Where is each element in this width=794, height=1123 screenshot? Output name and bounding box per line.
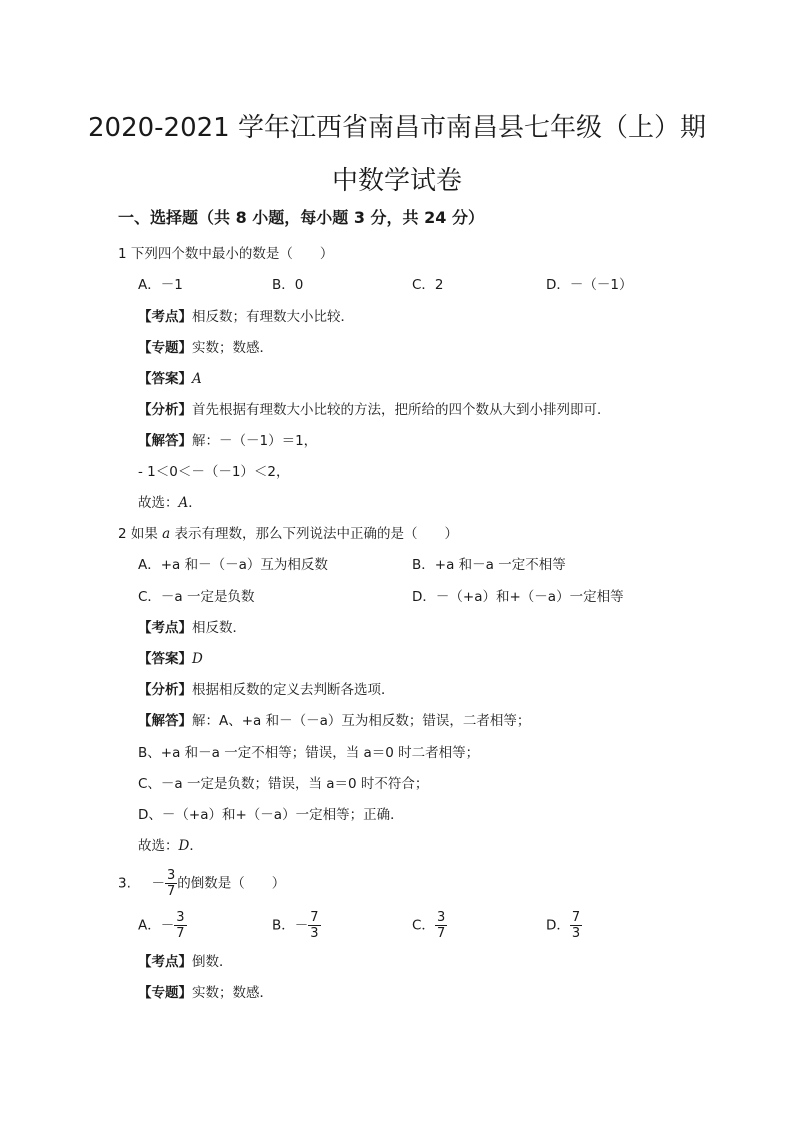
q2-choose-prefix: 故选：	[138, 838, 179, 854]
q3-zhuanti-text: 实数；数感．	[192, 985, 273, 1001]
q3-option-a-fraction	[174, 910, 186, 941]
q3-option-d	[546, 910, 582, 941]
q2-stem	[118, 524, 458, 544]
q3-option-d-fraction	[570, 910, 582, 941]
q2-option-d: D．－（+a）和+（－a）一定相等	[412, 589, 624, 605]
bracket-close: 】	[178, 985, 192, 1001]
bracket-open: 【	[138, 402, 152, 418]
bracket-open: 【	[138, 309, 152, 325]
bracket-open: 【	[138, 682, 152, 698]
fraction-numerator: 3	[166, 868, 176, 883]
label-zhuanti: 专题	[151, 985, 179, 1001]
q2-stem-b: 表示有理数，那么下列说法中正确的是（ ）	[170, 526, 459, 542]
q3-option-c-fraction	[435, 910, 447, 941]
q3-option-c	[412, 910, 447, 941]
q3-option-b-label: B．	[272, 917, 295, 934]
bracket-open: 【	[138, 651, 152, 667]
q1-daan	[138, 369, 202, 389]
q1-choose-suffix: ．	[188, 495, 202, 511]
q1-jieda	[138, 431, 317, 451]
q1-option-a: A．－1	[138, 277, 183, 293]
exam-title-line-2: 中数学试卷	[331, 166, 462, 196]
bracket-close: 】	[178, 309, 192, 325]
q1-choose-prefix: 故选：	[138, 495, 179, 511]
q2-jieda	[138, 711, 530, 731]
bracket-close: 】	[178, 433, 192, 449]
q2-line-c: C、－a 一定是负数；错误，当 a＝0 时不符合；	[138, 776, 429, 792]
q2-daan-text: D	[192, 651, 203, 667]
q1-zhuanti-text: 实数；数感．	[192, 340, 273, 356]
q3-stem-sign: －	[151, 875, 165, 892]
q3-kaodian-text: 倒数．	[192, 954, 233, 970]
label-jieda: 解答	[151, 433, 179, 449]
q1-jieda-text: 解：－（－1）＝1，	[192, 433, 318, 449]
exam-title-line-1: 2020-2021 学年江西省南昌市南昌县七年级（上）期	[88, 113, 706, 143]
q2-option-c: C．－a 一定是负数	[138, 589, 255, 605]
q2-choose-suffix: ．	[189, 838, 203, 854]
bracket-open: 【	[138, 954, 152, 970]
fraction-denominator: 7	[166, 884, 176, 899]
q3-option-a-sign: －	[160, 917, 175, 934]
q1-stem: 1 下列四个数中最小的数是（ ）	[118, 246, 334, 262]
q3-zhuanti	[138, 983, 273, 1003]
fraction-numerator: 3	[176, 910, 185, 925]
label-kaodian: 考点	[151, 309, 179, 325]
bracket-open: 【	[138, 620, 152, 636]
q2-stem-a: 2 如果	[118, 526, 163, 542]
label-jieda: 解答	[151, 713, 179, 729]
q1-option-b: B．0	[272, 277, 304, 293]
q3-stem-fraction	[165, 868, 177, 899]
q3-option-d-label: D．	[546, 917, 570, 934]
q2-kaodian-text: 相反数．	[192, 620, 246, 636]
bracket-open: 【	[138, 985, 152, 1001]
q2-daan	[138, 649, 203, 669]
fraction-denominator: 3	[571, 926, 581, 941]
q1-zhuanti	[138, 338, 273, 358]
label-daan: 答案	[151, 651, 179, 667]
section-heading-choice: 一、选择题（共 8 小题，每小题 3 分，共 24 分）	[118, 208, 484, 227]
q2-option-a: A．+a 和－（－a）互为相反数	[138, 557, 328, 573]
q1-option-d: D．－（－1）	[546, 277, 633, 293]
q1-daan-text: A	[192, 371, 202, 387]
bracket-close: 】	[178, 371, 192, 387]
fraction-denominator: 7	[436, 926, 446, 941]
q1-jieda-line2: - 1＜0＜－（－1）＜2，	[138, 464, 290, 480]
q2-stem-var: a	[162, 526, 171, 542]
fraction-numerator: 7	[310, 910, 319, 925]
q1-kaodian-text: 相反数；有理数大小比较．	[192, 309, 354, 325]
q1-option-c: C．2	[412, 277, 444, 293]
q3-option-a-label: A．	[138, 917, 161, 934]
q1-choose-answer: A	[178, 495, 189, 511]
q2-choose-answer: D	[178, 838, 190, 854]
q3-option-c-label: C．	[412, 917, 435, 934]
q2-jieda-text: 解：A、+a 和－（－a）互为相反数；错误，二者相等；	[192, 713, 531, 729]
q3-option-b-fraction	[308, 910, 320, 941]
label-zhuanti: 专题	[151, 340, 179, 356]
bracket-close: 】	[178, 651, 192, 667]
q3-stem-suffix: 的倒数是（ ）	[177, 875, 286, 892]
fraction-numerator: 7	[571, 910, 581, 925]
q3-option-b	[272, 910, 321, 941]
q2-choose	[138, 836, 203, 856]
bracket-close: 】	[178, 340, 192, 356]
bracket-close: 】	[178, 402, 192, 418]
fraction-numerator: 3	[436, 910, 446, 925]
q2-fenxi	[138, 680, 395, 700]
q2-line-b: B、+a 和－a 一定不相等；错误，当 a＝0 时二者相等；	[138, 745, 480, 761]
fraction-denominator: 3	[310, 926, 319, 941]
fraction-denominator: 7	[176, 926, 185, 941]
bracket-close: 】	[178, 682, 192, 698]
bracket-open: 【	[138, 340, 152, 356]
q3-kaodian	[138, 952, 233, 972]
bracket-close: 】	[178, 620, 192, 636]
label-fenxi: 分析	[151, 682, 179, 698]
bracket-open: 【	[138, 433, 152, 449]
q3-option-b-sign: －	[294, 917, 309, 934]
q2-line-d: D、－（+a）和+（－a）一定相等；正确．	[138, 807, 404, 823]
bracket-open: 【	[138, 371, 152, 387]
label-fenxi: 分析	[151, 402, 179, 418]
q1-fenxi-text: 首先根据有理数大小比较的方法，把所给的四个数从大到小排列即可．	[192, 402, 611, 418]
bracket-open: 【	[138, 713, 152, 729]
q1-choose	[138, 493, 202, 513]
label-kaodian: 考点	[151, 954, 179, 970]
q3-option-a	[138, 910, 187, 941]
bracket-close: 】	[178, 954, 192, 970]
q2-fenxi-text: 根据相反数的定义去判断各选项．	[192, 682, 395, 698]
label-daan: 答案	[151, 371, 179, 387]
bracket-close: 】	[178, 713, 192, 729]
q3-number: 3.	[118, 875, 131, 892]
q2-option-b: B．+a 和－a 一定不相等	[412, 557, 566, 573]
q2-kaodian	[138, 618, 246, 638]
q1-fenxi	[138, 400, 611, 420]
label-kaodian: 考点	[151, 620, 179, 636]
q1-kaodian	[138, 307, 354, 327]
q3-stem	[118, 868, 285, 899]
